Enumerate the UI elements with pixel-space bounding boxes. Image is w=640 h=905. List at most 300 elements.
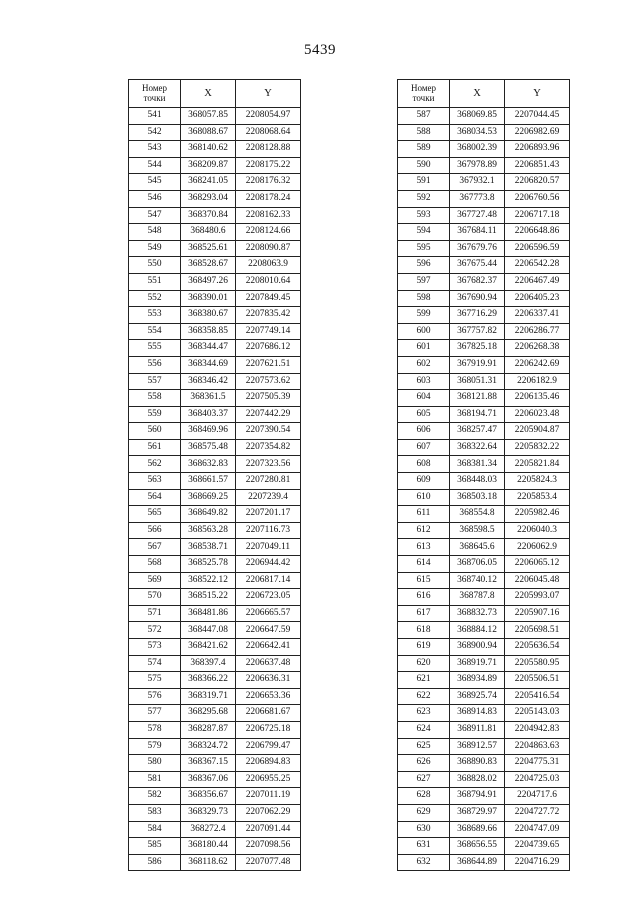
x-coordinate-cell: 368293.04: [181, 190, 236, 207]
point-number-cell: 616: [398, 589, 450, 606]
table-row: [129, 157, 301, 174]
point-number-cell: 623: [398, 705, 450, 722]
x-coordinate-cell: 368598.5: [450, 522, 505, 539]
x-coordinate-cell: 368272.4: [181, 821, 236, 838]
table-row: [398, 390, 570, 407]
y-coordinate-cell: 2205824.3: [505, 473, 570, 490]
y-coordinate-cell: 2208178.24: [236, 190, 301, 207]
x-coordinate-cell: 368911.81: [450, 721, 505, 738]
table-row: [398, 157, 570, 174]
y-coordinate-cell: 2204725.03: [505, 771, 570, 788]
point-number-cell: 632: [398, 854, 450, 871]
table-row: [398, 489, 570, 506]
table-row: [129, 506, 301, 523]
point-number-cell: 611: [398, 506, 450, 523]
point-number-cell: 613: [398, 539, 450, 556]
y-coordinate-cell: 2207098.56: [236, 838, 301, 855]
point-number-cell: 543: [129, 141, 181, 158]
x-coordinate-cell: 368381.34: [450, 456, 505, 473]
y-coordinate-cell: 2208068.64: [236, 124, 301, 141]
x-coordinate-cell: 368890.83: [450, 755, 505, 772]
table-row: [398, 108, 570, 125]
y-coordinate-cell: 2207062.29: [236, 804, 301, 821]
y-coordinate-cell: 2206944.42: [236, 556, 301, 573]
point-number-cell: 555: [129, 340, 181, 357]
table-row: [398, 655, 570, 672]
x-coordinate-cell: 368656.55: [450, 838, 505, 855]
x-coordinate-cell: 368538.71: [181, 539, 236, 556]
point-number-cell: 614: [398, 556, 450, 573]
x-coordinate-cell: 368241.05: [181, 174, 236, 191]
point-number-cell: 573: [129, 639, 181, 656]
table-row: [398, 190, 570, 207]
y-coordinate-cell: 2207442.29: [236, 406, 301, 423]
x-coordinate-cell: 368344.47: [181, 340, 236, 357]
x-coordinate-cell: 368180.44: [181, 838, 236, 855]
x-coordinate-cell: 368361.5: [181, 390, 236, 407]
y-coordinate-cell: 2207239.4: [236, 489, 301, 506]
table-row: [398, 556, 570, 573]
point-number-cell: 551: [129, 273, 181, 290]
table-row: [398, 224, 570, 241]
table-row: [398, 439, 570, 456]
y-coordinate-cell: 2204747.09: [505, 821, 570, 838]
x-coordinate-cell: 368329.73: [181, 804, 236, 821]
y-coordinate-cell: 2206268.38: [505, 340, 570, 357]
x-coordinate-cell: 368448.03: [450, 473, 505, 490]
y-coordinate-cell: 2207573.62: [236, 373, 301, 390]
y-header: Y: [236, 80, 301, 108]
point-number-cell: 579: [129, 738, 181, 755]
y-coordinate-cell: 2204942.83: [505, 721, 570, 738]
table-row: [129, 854, 301, 871]
point-number-cell: 563: [129, 473, 181, 490]
table-row: [129, 539, 301, 556]
table-row: [129, 273, 301, 290]
y-coordinate-cell: 2206665.57: [236, 605, 301, 622]
y-coordinate-cell: 2206725.18: [236, 721, 301, 738]
point-number-cell: 578: [129, 721, 181, 738]
point-number-cell: 558: [129, 390, 181, 407]
y-coordinate-cell: 2207091.44: [236, 821, 301, 838]
y-coordinate-cell: 2207280.81: [236, 473, 301, 490]
y-coordinate-cell: 2208063.9: [236, 257, 301, 274]
y-coordinate-cell: 2207686.12: [236, 340, 301, 357]
x-coordinate-cell: 367682.37: [450, 273, 505, 290]
table-row: [129, 240, 301, 257]
x-coordinate-cell: 368051.31: [450, 373, 505, 390]
point-number-cell: 574: [129, 655, 181, 672]
y-coordinate-cell: 2206636.31: [236, 672, 301, 689]
x-coordinate-cell: 367690.94: [450, 290, 505, 307]
table-row: [398, 854, 570, 871]
y-coordinate-cell: 2206648.86: [505, 224, 570, 241]
x-header: X: [450, 80, 505, 108]
y-coordinate-cell: 2206040.3: [505, 522, 570, 539]
y-coordinate-cell: 2207835.42: [236, 307, 301, 324]
point-number-cell: 556: [129, 356, 181, 373]
point-number-cell: 550: [129, 257, 181, 274]
table-row: [398, 473, 570, 490]
table-row: [398, 672, 570, 689]
y-coordinate-cell: 2204716.29: [505, 854, 570, 871]
y-coordinate-cell: 2206023.48: [505, 406, 570, 423]
table-row: [398, 755, 570, 772]
y-coordinate-cell: 2205832.22: [505, 439, 570, 456]
x-coordinate-cell: 368324.72: [181, 738, 236, 755]
table-row: [129, 821, 301, 838]
x-coordinate-cell: 368034.53: [450, 124, 505, 141]
x-coordinate-cell: 368794.91: [450, 788, 505, 805]
x-coordinate-cell: 368367.06: [181, 771, 236, 788]
table-row: [129, 373, 301, 390]
x-coordinate-cell: 368118.62: [181, 854, 236, 871]
x-coordinate-cell: 368497.26: [181, 273, 236, 290]
y-coordinate-cell: 2207201.17: [236, 506, 301, 523]
point-number-cell: 570: [129, 589, 181, 606]
point-number-cell: 567: [129, 539, 181, 556]
point-number-cell: 612: [398, 522, 450, 539]
x-coordinate-cell: 368088.67: [181, 124, 236, 141]
point-number-cell: 603: [398, 373, 450, 390]
point-number-cell: 625: [398, 738, 450, 755]
y-coordinate-cell: 2206337.41: [505, 307, 570, 324]
table-row: [129, 124, 301, 141]
point-number-cell: 583: [129, 804, 181, 821]
point-number-cell: 593: [398, 207, 450, 224]
table-row: [129, 755, 301, 772]
table-row: [129, 356, 301, 373]
x-coordinate-cell: 367919.91: [450, 356, 505, 373]
x-coordinate-cell: 368832.73: [450, 605, 505, 622]
y-coordinate-cell: 2206242.69: [505, 356, 570, 373]
y-coordinate-cell: 2206851.43: [505, 157, 570, 174]
y-coordinate-cell: 2206182.9: [505, 373, 570, 390]
y-coordinate-cell: 2206955.25: [236, 771, 301, 788]
table-row: [129, 605, 301, 622]
x-coordinate-cell: 368069.85: [450, 108, 505, 125]
point-number-cell: 554: [129, 323, 181, 340]
point-number-cell: 609: [398, 473, 450, 490]
table-row: [129, 804, 301, 821]
point-number-cell: 560: [129, 423, 181, 440]
y-coordinate-cell: 2206894.83: [236, 755, 301, 772]
table-row: [398, 174, 570, 191]
point-number-cell: 590: [398, 157, 450, 174]
point-header-line2: точки: [143, 92, 166, 103]
x-coordinate-cell: 368522.12: [181, 572, 236, 589]
y-coordinate-cell: 2205636.54: [505, 639, 570, 656]
point-number-cell: 607: [398, 439, 450, 456]
x-coordinate-cell: 368914.83: [450, 705, 505, 722]
y-coordinate-cell: 2205993.07: [505, 589, 570, 606]
table-row: [129, 688, 301, 705]
point-number-cell: 630: [398, 821, 450, 838]
y-coordinate-cell: 2207077.48: [236, 854, 301, 871]
x-coordinate-cell: 368295.68: [181, 705, 236, 722]
point-number-cell: 561: [129, 439, 181, 456]
point-number-cell: 568: [129, 556, 181, 573]
point-number-cell: 580: [129, 755, 181, 772]
point-number-cell: 626: [398, 755, 450, 772]
y-coordinate-cell: 2206286.77: [505, 323, 570, 340]
x-coordinate-cell: 368344.69: [181, 356, 236, 373]
table-row: [129, 721, 301, 738]
header-row: [129, 80, 301, 108]
x-coordinate-cell: 368645.6: [450, 539, 505, 556]
table-row: [398, 373, 570, 390]
point-header-line1: Номер: [141, 83, 168, 94]
y-coordinate-cell: 2206637.48: [236, 655, 301, 672]
table-row: [398, 257, 570, 274]
x-coordinate-cell: 368912.57: [450, 738, 505, 755]
table-row: [398, 605, 570, 622]
x-coordinate-cell: 368649.82: [181, 506, 236, 523]
table-row: [129, 406, 301, 423]
y-coordinate-cell: 2206467.49: [505, 273, 570, 290]
point-number-cell: 581: [129, 771, 181, 788]
table-row: [129, 771, 301, 788]
point-number-cell: 631: [398, 838, 450, 855]
table-row: [398, 240, 570, 257]
table-row: [398, 323, 570, 340]
x-coordinate-cell: 368380.67: [181, 307, 236, 324]
point-number-cell: 548: [129, 224, 181, 241]
y-coordinate-cell: 2208128.88: [236, 141, 301, 158]
x-coordinate-cell: 368366.22: [181, 672, 236, 689]
table-row: [129, 788, 301, 805]
point-header-line2: точки: [412, 92, 435, 103]
point-number-cell: 596: [398, 257, 450, 274]
table-row: [398, 622, 570, 639]
y-coordinate-cell: 2206062.9: [505, 539, 570, 556]
x-coordinate-cell: 368925.74: [450, 688, 505, 705]
point-number-header: [129, 80, 181, 108]
x-coordinate-cell: 367716.29: [450, 307, 505, 324]
x-coordinate-cell: 368481.86: [181, 605, 236, 622]
y-coordinate-cell: 2207116.73: [236, 522, 301, 539]
table-row: [398, 207, 570, 224]
point-number-cell: 582: [129, 788, 181, 805]
x-coordinate-cell: 368669.25: [181, 489, 236, 506]
y-coordinate-cell: 2206596.59: [505, 240, 570, 257]
point-number-cell: 601: [398, 340, 450, 357]
point-number-cell: 566: [129, 522, 181, 539]
point-number-cell: 544: [129, 157, 181, 174]
y-coordinate-cell: 2206723.05: [236, 589, 301, 606]
table-row: [398, 307, 570, 324]
point-number-cell: 628: [398, 788, 450, 805]
point-number-cell: 588: [398, 124, 450, 141]
table-row: [398, 738, 570, 755]
table-row: [129, 224, 301, 241]
point-number-cell: 629: [398, 804, 450, 821]
point-number-cell: 585: [129, 838, 181, 855]
table-row: [129, 705, 301, 722]
y-coordinate-cell: 2206820.57: [505, 174, 570, 191]
y-header: Y: [505, 80, 570, 108]
point-number-cell: 622: [398, 688, 450, 705]
y-coordinate-cell: 2206760.56: [505, 190, 570, 207]
table-row: [129, 639, 301, 656]
point-number-header: [398, 80, 450, 108]
point-number-cell: 602: [398, 356, 450, 373]
header-row: [398, 80, 570, 108]
table-row: [398, 688, 570, 705]
point-number-cell: 594: [398, 224, 450, 241]
x-coordinate-cell: 368503.18: [450, 489, 505, 506]
x-coordinate-cell: 368370.84: [181, 207, 236, 224]
y-coordinate-cell: 2208010.64: [236, 273, 301, 290]
y-coordinate-cell: 2208054.97: [236, 108, 301, 125]
point-number-cell: 600: [398, 323, 450, 340]
x-coordinate-cell: 368257.47: [450, 423, 505, 440]
x-coordinate-cell: 368575.48: [181, 439, 236, 456]
y-coordinate-cell: 2207749.14: [236, 323, 301, 340]
table-row: [398, 838, 570, 855]
y-coordinate-cell: 2205907.16: [505, 605, 570, 622]
x-coordinate-cell: 368346.42: [181, 373, 236, 390]
table-row: [129, 340, 301, 357]
x-coordinate-cell: 368121.88: [450, 390, 505, 407]
table-row: [129, 456, 301, 473]
x-coordinate-cell: 368787.8: [450, 589, 505, 606]
x-coordinate-cell: 368390.01: [181, 290, 236, 307]
y-coordinate-cell: 2205143.03: [505, 705, 570, 722]
y-coordinate-cell: 2205698.51: [505, 622, 570, 639]
page-number: 5439: [304, 42, 336, 58]
x-coordinate-cell: 367727.48: [450, 207, 505, 224]
point-number-cell: 565: [129, 506, 181, 523]
y-coordinate-cell: 2207505.39: [236, 390, 301, 407]
x-coordinate-cell: 367757.82: [450, 323, 505, 340]
y-coordinate-cell: 2207049.11: [236, 539, 301, 556]
x-coordinate-cell: 368356.67: [181, 788, 236, 805]
table-row: [398, 639, 570, 656]
point-number-cell: 624: [398, 721, 450, 738]
x-coordinate-cell: 367773.8: [450, 190, 505, 207]
y-coordinate-cell: 2207044.45: [505, 108, 570, 125]
y-coordinate-cell: 2206045.48: [505, 572, 570, 589]
table-row: [398, 356, 570, 373]
point-number-cell: 552: [129, 290, 181, 307]
x-coordinate-cell: 368319.71: [181, 688, 236, 705]
point-number-cell: 627: [398, 771, 450, 788]
x-coordinate-cell: 368140.62: [181, 141, 236, 158]
point-number-cell: 571: [129, 605, 181, 622]
y-coordinate-cell: 2206135.46: [505, 390, 570, 407]
x-coordinate-cell: 367978.89: [450, 157, 505, 174]
x-coordinate-cell: 368194.71: [450, 406, 505, 423]
point-number-cell: 597: [398, 273, 450, 290]
point-number-cell: 621: [398, 672, 450, 689]
point-number-cell: 605: [398, 406, 450, 423]
x-coordinate-cell: 368632.83: [181, 456, 236, 473]
y-coordinate-cell: 2206717.18: [505, 207, 570, 224]
point-number-cell: 606: [398, 423, 450, 440]
y-coordinate-cell: 2205580.95: [505, 655, 570, 672]
x-coordinate-cell: 368002.39: [450, 141, 505, 158]
table-row: [398, 124, 570, 141]
y-coordinate-cell: 2206405.23: [505, 290, 570, 307]
y-coordinate-cell: 2204727.72: [505, 804, 570, 821]
table-row: [129, 323, 301, 340]
y-coordinate-cell: 2206653.36: [236, 688, 301, 705]
y-coordinate-cell: 2206982.69: [505, 124, 570, 141]
x-coordinate-cell: 368644.89: [450, 854, 505, 871]
y-coordinate-cell: 2207621.51: [236, 356, 301, 373]
table-row: [129, 622, 301, 639]
point-number-cell: 542: [129, 124, 181, 141]
y-coordinate-cell: 2207011.19: [236, 788, 301, 805]
x-coordinate-cell: 368919.71: [450, 655, 505, 672]
table-row: [129, 207, 301, 224]
table-row: [129, 141, 301, 158]
table-row: [129, 390, 301, 407]
x-coordinate-cell: 368528.67: [181, 257, 236, 274]
table-row: [398, 572, 570, 589]
y-coordinate-cell: 2207390.54: [236, 423, 301, 440]
table-row: [129, 108, 301, 125]
table-row: [129, 522, 301, 539]
table-row: [398, 821, 570, 838]
y-coordinate-cell: 2205506.51: [505, 672, 570, 689]
x-coordinate-cell: 368934.89: [450, 672, 505, 689]
table-row: [129, 489, 301, 506]
y-coordinate-cell: 2204739.65: [505, 838, 570, 855]
point-number-cell: 604: [398, 390, 450, 407]
x-coordinate-cell: 368884.12: [450, 622, 505, 639]
x-coordinate-cell: 368358.85: [181, 323, 236, 340]
table-row: [398, 522, 570, 539]
coordinates-table-right: [397, 79, 570, 871]
y-coordinate-cell: 2205416.54: [505, 688, 570, 705]
x-coordinate-cell: 368515.22: [181, 589, 236, 606]
x-coordinate-cell: 367684.11: [450, 224, 505, 241]
x-coordinate-cell: 368900.94: [450, 639, 505, 656]
y-coordinate-cell: 2206681.67: [236, 705, 301, 722]
point-number-cell: 595: [398, 240, 450, 257]
point-number-cell: 546: [129, 190, 181, 207]
x-coordinate-cell: 368661.57: [181, 473, 236, 490]
y-coordinate-cell: 2205853.4: [505, 489, 570, 506]
point-number-cell: 553: [129, 307, 181, 324]
x-coordinate-cell: 368403.37: [181, 406, 236, 423]
y-coordinate-cell: 2207849.45: [236, 290, 301, 307]
y-coordinate-cell: 2207323.56: [236, 456, 301, 473]
table-row: [129, 174, 301, 191]
table-row: [398, 589, 570, 606]
table-row: [398, 788, 570, 805]
table-row: [129, 423, 301, 440]
point-number-cell: 587: [398, 108, 450, 125]
y-coordinate-cell: 2208162.33: [236, 207, 301, 224]
y-coordinate-cell: 2204775.31: [505, 755, 570, 772]
x-coordinate-cell: 367675.44: [450, 257, 505, 274]
table-row: [398, 273, 570, 290]
point-number-cell: 615: [398, 572, 450, 589]
point-number-cell: 572: [129, 622, 181, 639]
x-coordinate-cell: 367932.1: [450, 174, 505, 191]
x-coordinate-cell: 367679.76: [450, 240, 505, 257]
y-coordinate-cell: 2206542.28: [505, 257, 570, 274]
table-row: [398, 771, 570, 788]
table-row: [129, 556, 301, 573]
table-row: [129, 672, 301, 689]
point-number-cell: 589: [398, 141, 450, 158]
table-row: [398, 721, 570, 738]
x-coordinate-cell: 368689.66: [450, 821, 505, 838]
